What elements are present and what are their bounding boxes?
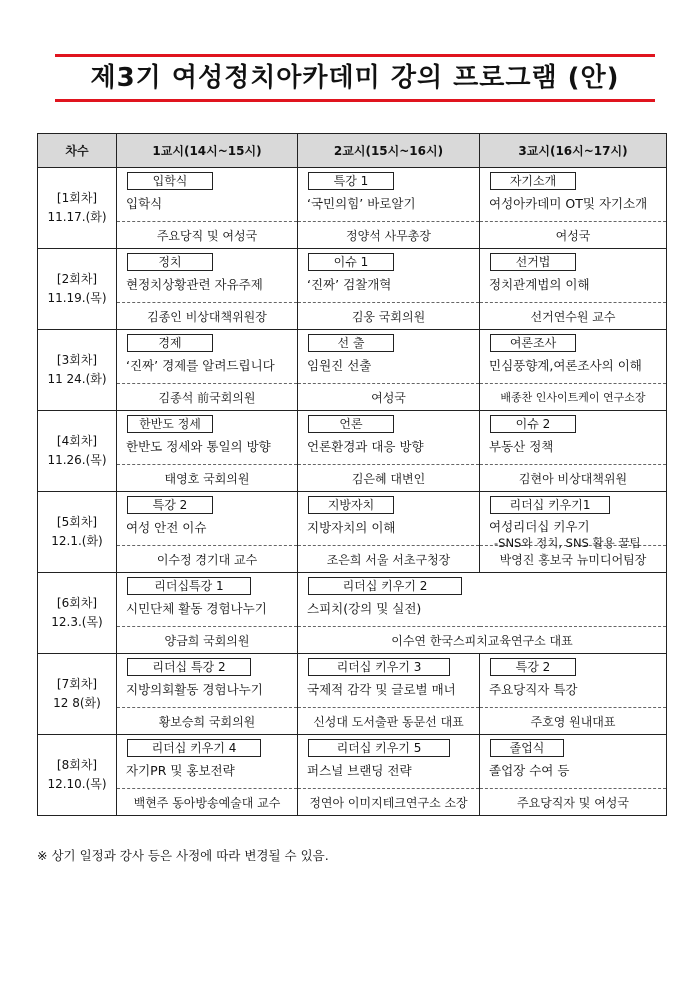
lecturer-name: 이수정 경기대 교수 [117, 546, 298, 573]
session-date: 11.17.(화) [47, 210, 107, 224]
lecture-cell [480, 492, 667, 550]
lecturer-name: 주요당직자 및 여성국 [480, 789, 667, 816]
lecture-tag: 리더십 키우기 3 [308, 658, 450, 676]
table-row [38, 330, 667, 384]
lecturer-name: 태영호 국회의원 [117, 465, 298, 492]
lecturer-name: 정연아 이미지테크연구소 소장 [298, 789, 480, 816]
lecture-tag: 자기소개 [490, 172, 576, 190]
session-number: [1회차] [56, 191, 98, 205]
table-row [38, 168, 667, 222]
lecturer-name: 백현주 동아방송예술대 교수 [117, 789, 298, 816]
session-number: [6회차] [56, 596, 98, 610]
lecture-cell [298, 330, 480, 384]
lecture-tag: 정치 [127, 253, 213, 271]
table-row [38, 249, 667, 303]
session-label [38, 249, 117, 330]
lecture-tag: 리더십특강 1 [127, 577, 251, 595]
lecturer-name: 김종석 前국회의원 [117, 384, 298, 411]
title-rule-top [55, 54, 655, 57]
lecture-cell [298, 735, 480, 789]
lecture-topic: ‘진짜’ 검찰개혁 [307, 277, 392, 292]
lecturer-name: 배종찬 인사이트케이 연구소장 [480, 384, 667, 411]
lecture-topic: 지방의회활동 경험나누기 [126, 682, 263, 697]
lecturer-row [38, 384, 667, 411]
lecture-tag: 졸업식 [490, 739, 564, 757]
lecture-topic: 현정치상황관련 자유주제 [126, 277, 263, 292]
lecture-cell [117, 330, 298, 384]
lecturer-name: 조은희 서울 서초구청장 [298, 546, 480, 573]
lecture-cell [298, 492, 480, 546]
lecture-cell [480, 168, 667, 222]
table-row [38, 573, 667, 627]
lecture-cell [480, 735, 667, 789]
title-block [55, 46, 655, 108]
session-date: 12.10.(목) [47, 777, 107, 791]
session-label [38, 735, 117, 816]
lecture-topic: 임원진 선출 [307, 358, 372, 373]
lecture-tag: 리더십 키우기 4 [127, 739, 261, 757]
session-date: 12.3.(목) [51, 615, 103, 629]
lecture-cell [117, 249, 298, 303]
lecture-tag: 특강 1 [308, 172, 394, 190]
lecture-cell [117, 573, 298, 627]
session-date: 12 8(화) [53, 696, 101, 710]
lecture-tag: 입학식 [127, 172, 213, 190]
lecture-topic: 한반도 정세와 통일의 방향 [126, 439, 271, 454]
lecturer-name: 김종인 비상대책위원장 [117, 303, 298, 330]
lecture-cell [298, 249, 480, 303]
lecture-topic: ‘국민의힘’ 바로알기 [307, 196, 416, 211]
lecture-topic: 입학식 [126, 196, 163, 211]
page-title: 제3기 여성정치아카데미 강의 프로그램 (안) [90, 63, 620, 93]
lecturer-row [38, 222, 667, 249]
lecture-cell [480, 411, 667, 465]
lecture-cell [298, 654, 480, 708]
lecture-cell [117, 735, 298, 789]
lecture-cell [298, 411, 480, 465]
session-number: [8회차] [56, 758, 98, 772]
lecture-topic: 부동산 정책 [489, 439, 554, 454]
session-label [38, 411, 117, 492]
lecture-topic: 주요당직자 특강 [489, 682, 578, 697]
table-row [38, 654, 667, 708]
lecture-tag: 지방자치 [308, 496, 394, 514]
lecture-cell [480, 654, 667, 708]
lecturer-name: 선거연수원 교수 [480, 303, 667, 330]
lecturer-name: 주요당직 및 여성국 [117, 222, 298, 249]
lecture-topic: 여성아카데미 OT및 자기소개 [489, 196, 648, 211]
lecture-topic: 정치관계법의 이해 [489, 277, 590, 292]
session-date: 12.1.(화) [51, 534, 103, 548]
lecturer-name: 황보승희 국회의원 [117, 708, 298, 735]
header-session: 차수 [38, 134, 117, 168]
session-date: 11.26.(목) [47, 453, 107, 467]
lecture-topic: 지방자치의 이해 [307, 520, 396, 535]
lecture-tag: 리더십 키우기1 [490, 496, 610, 514]
lecture-tag: 이슈 1 [308, 253, 394, 271]
lecture-tag: 경제 [127, 334, 213, 352]
lecture-cell-merged [298, 573, 667, 627]
program-table [37, 133, 667, 816]
lecture-tag: 여론조사 [490, 334, 576, 352]
lecturer-row [38, 708, 667, 735]
lecture-cell [117, 168, 298, 222]
lecturer-name: 여성국 [480, 222, 667, 249]
table-row [38, 735, 667, 789]
lecture-cell [298, 168, 480, 222]
lecturer-name: 김웅 국회의원 [298, 303, 480, 330]
session-label [38, 573, 117, 654]
lecture-topic: 여성 안전 이슈 [126, 520, 207, 535]
lecturer-name: 여성국 [298, 384, 480, 411]
lecture-tag: 한반도 정세 [127, 415, 213, 433]
lecture-topic: 퍼스널 브랜딩 전략 [307, 763, 412, 778]
lecture-cell [117, 654, 298, 708]
session-number: [4회차] [56, 434, 98, 448]
lecturer-name: 김현아 비상대책위원 [480, 465, 667, 492]
lecturer-row [38, 789, 667, 816]
lecture-cell [117, 492, 298, 546]
lecture-tag: 이슈 2 [490, 415, 576, 433]
lecture-topic: 시민단체 활동 경험나누기 [126, 601, 267, 616]
table-row [38, 492, 667, 546]
session-number: [7회차] [56, 677, 98, 691]
lecture-topic: 국제적 감각 및 글로벌 매너 [307, 682, 456, 697]
session-label [38, 168, 117, 249]
lecture-topic: 자기PR 및 홍보전략 [126, 763, 235, 778]
lecturer-name: 신성대 도서출판 동문선 대표 [298, 708, 480, 735]
lecture-cell [480, 249, 667, 303]
lecturer-row [38, 303, 667, 330]
lecture-tag: 리더십 특강 2 [127, 658, 251, 676]
lecture-tag: 특강 2 [490, 658, 576, 676]
lecture-subtopic: -SNS와 정치, SNS 활용 꿀팁 [494, 536, 641, 550]
session-label [38, 654, 117, 735]
lecture-topic: 여성리더십 키우기 [489, 519, 590, 534]
header-period-1: 1교시(14시~15시) [117, 134, 298, 168]
title-rule-bottom [55, 99, 655, 102]
lecturer-name: 주호영 원내대표 [480, 708, 667, 735]
header-period-2: 2교시(15시~16시) [298, 134, 480, 168]
session-number: [3회차] [56, 353, 98, 367]
lecturer-row [38, 627, 667, 654]
session-date: 11 24.(화) [47, 372, 107, 386]
lecture-tag: 언론 [308, 415, 394, 433]
lecture-cell [480, 330, 667, 384]
header-period-3: 3교시(16시~17시) [480, 134, 667, 168]
session-number: [2회차] [56, 272, 98, 286]
lecture-topic: ‘진짜’ 경제를 알려드립니다 [126, 358, 275, 373]
session-label [38, 492, 117, 573]
session-number: [5회차] [56, 515, 98, 529]
session-label [38, 330, 117, 411]
lecturer-name: 박영진 홍보국 뉴미디어팀장 [480, 546, 667, 573]
lecture-topic: 졸업장 수여 등 [489, 763, 570, 778]
lecture-tag: 리더십 키우기 2 [308, 577, 462, 595]
lecture-tag: 특강 2 [127, 496, 213, 514]
lecturer-name: 김은혜 대변인 [298, 465, 480, 492]
lecturer-name: 양금희 국회의원 [117, 627, 298, 654]
lecturer-name: 이수연 한국스피치교육연구소 대표 [298, 627, 667, 654]
lecture-tag: 선거법 [490, 253, 576, 271]
lecturer-row [38, 465, 667, 492]
lecture-tag: 선 출 [308, 334, 394, 352]
lecturer-name: 정양석 사무총장 [298, 222, 480, 249]
footnote: ※ 상기 일정과 강사 등은 사정에 따라 변경될 수 있음. [37, 848, 329, 863]
lecture-topic: 언론환경과 대응 방향 [307, 439, 424, 454]
table-row [38, 411, 667, 465]
table-header-row [38, 134, 667, 168]
session-date: 11.19.(목) [47, 291, 107, 305]
lecture-topic: 민심풍향계,여론조사의 이해 [489, 358, 642, 373]
lecture-tag: 리더십 키우기 5 [308, 739, 450, 757]
lecture-cell [117, 411, 298, 465]
lecture-topic: 스피치(강의 및 실전) [307, 601, 422, 616]
